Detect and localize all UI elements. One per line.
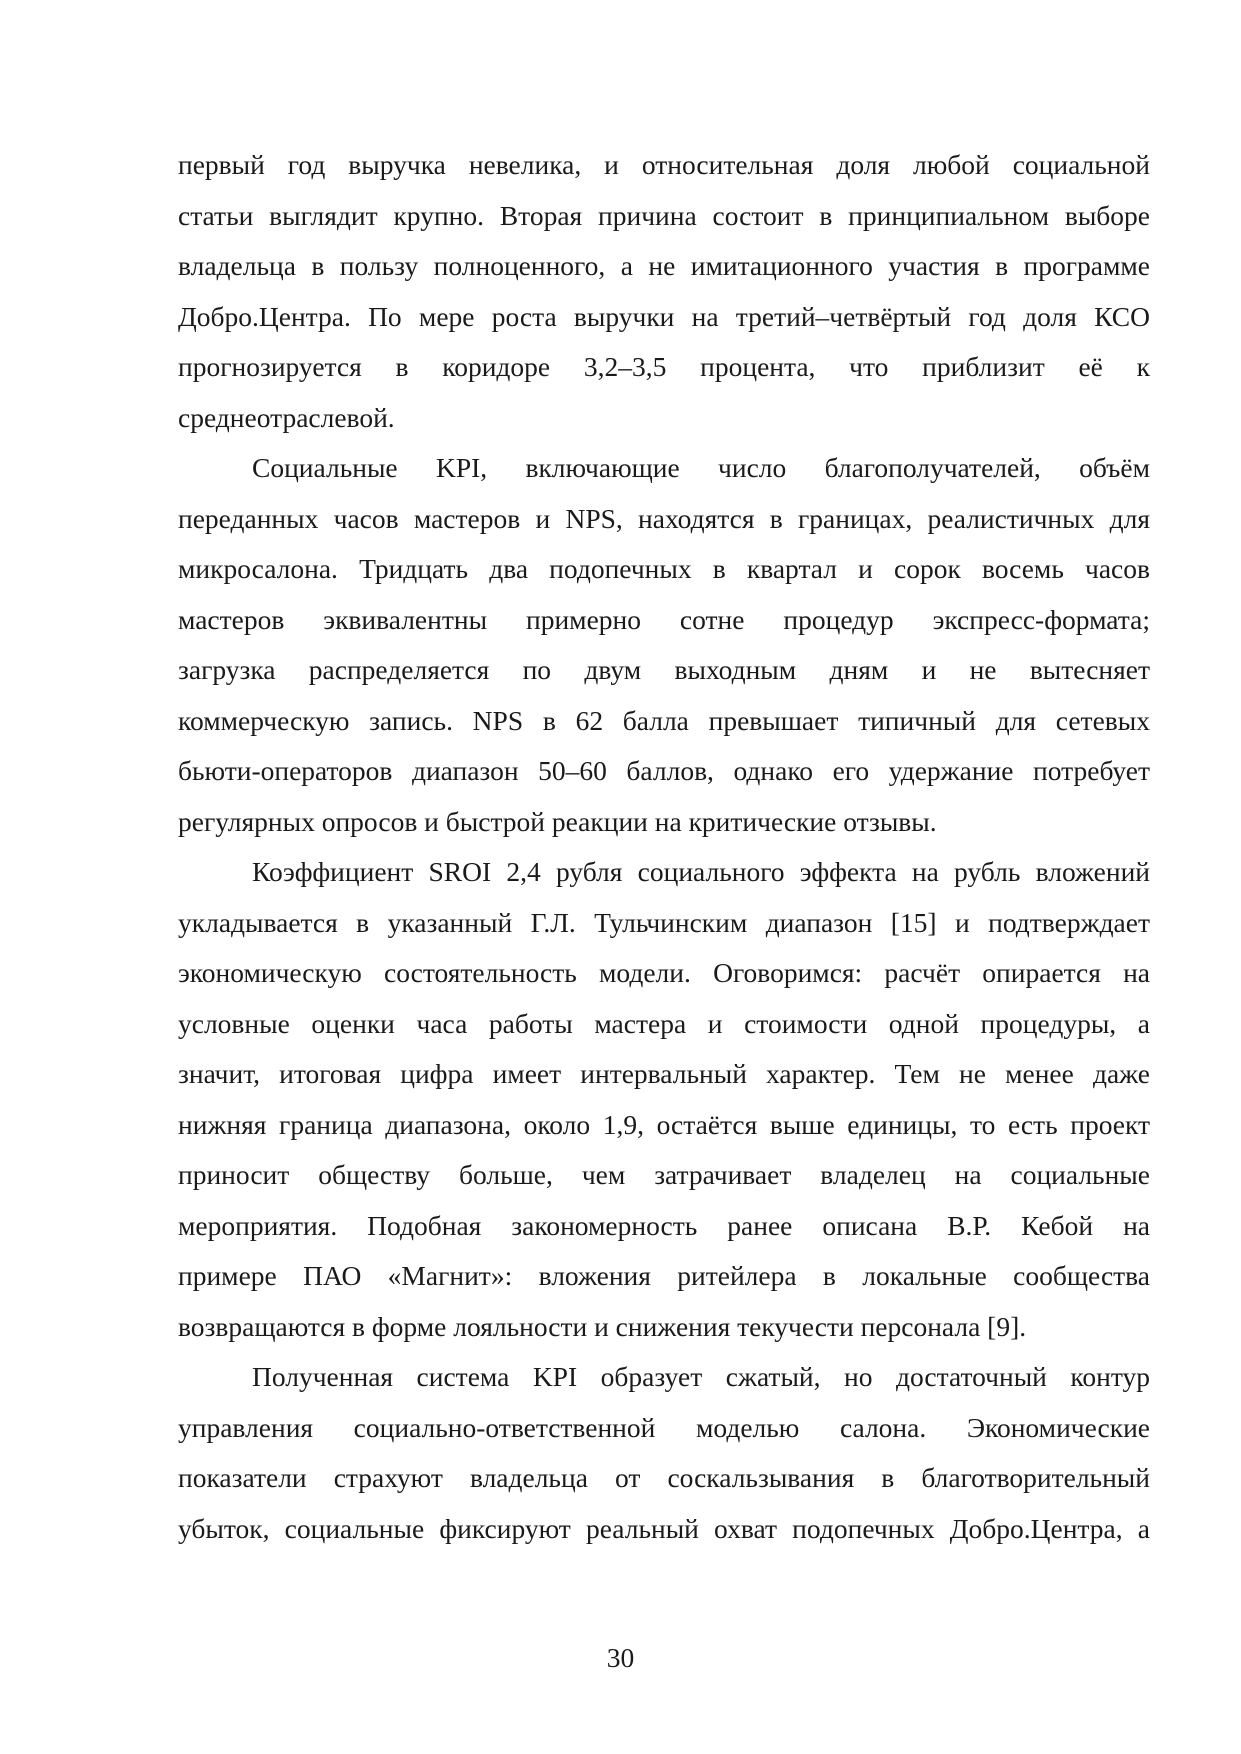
paragraph-line: условные оценки часа работы мастера и стоимости одной процедуры, а	[178, 1007, 1150, 1039]
paragraph-line: микросалона. Тридцать два подопечных в квартал и сорок восемь часов	[178, 553, 1150, 584]
paragraph-line: загрузка распределяется по двум выходным дням и не вытесняет	[178, 654, 1150, 685]
paragraph-line: владельца в пользу полноценного, а не имитационного участия в программе	[178, 250, 1150, 281]
paragraph-line: мастеров эквивалентны примерно сотне процедур экспресс-формата;	[178, 603, 1150, 635]
paragraph-line: Добро.Центра. По мере роста выручки на третий–четвёртый год доля КСО	[178, 300, 1150, 332]
paragraph-line: мероприятия. Подобная закономерность ранее описана В.Р. Кебой на	[178, 1209, 1150, 1241]
paragraph-line: значит, итоговая цифра имеет интервальный характер. Тем не менее даже	[178, 1058, 1150, 1089]
paragraph-line: показатели страхуют владельца от соскальзывания в благотворительный	[178, 1462, 1150, 1493]
paragraph	[178, 847, 1150, 1352]
paragraph-line: нижняя граница диапазона, около 1,9, остаётся выше единицы, то есть проект	[178, 1108, 1150, 1140]
paragraph-line: экономическую состоятельность модели. Оговоримся: расчёт опирается на	[178, 957, 1150, 988]
paragraph-line: регулярных опросов и быстрой реакции на критические отзывы.	[178, 805, 937, 837]
paragraph-line: прогнозируется в коридоре 3,2–3,5 процента, что приблизит её к	[178, 351, 1150, 382]
body-text	[178, 140, 1150, 1554]
paragraph-line: Полученная система KPI образует сжатый, но достаточный контур	[252, 1361, 1150, 1392]
paragraph-line: Коэффициент SROI 2,4 рубля социального эффекта на рубль вложений	[252, 856, 1150, 887]
paragraph-line: возвращаются в форме лояльности и снижения текучести персонала [9].	[178, 1310, 1027, 1342]
paragraph-line: укладывается в указанный Г.Л. Тульчинским диапазон [15] и подтверждает	[178, 906, 1150, 938]
page-number: 30	[606, 1642, 635, 1673]
paragraph	[178, 140, 1150, 443]
paragraph-line: приносит обществу больше, чем затрачивает владелец на социальные	[178, 1159, 1150, 1190]
paragraph	[178, 443, 1150, 847]
paragraph-line: статьи выглядит крупно. Вторая причина состоит в принципиальном выборе	[178, 199, 1150, 231]
paragraph-line: управления социально-ответственной моделью салона. Экономические	[178, 1411, 1150, 1443]
paragraph-line: Социальные KPI, включающие число благополучателей, объём	[252, 452, 1150, 483]
paragraph-line: переданных часов мастеров и NPS, находятся в границах, реалистичных для	[178, 502, 1150, 534]
paragraph-line: убыток, социальные фиксируют реальный охват подопечных Добро.Центра, а	[178, 1512, 1150, 1544]
paragraph-line: бьюти-операторов диапазон 50–60 баллов, однако его удержание потребует	[178, 755, 1150, 786]
paragraph-line: примере ПАО «Магнит»: вложения ритейлера в локальные сообщества	[178, 1260, 1150, 1291]
paragraph-line: среднеотраслевой.	[178, 401, 395, 433]
paragraph	[178, 1352, 1150, 1554]
paragraph-line: первый год выручка невелика, и относительная доля любой социальной	[178, 149, 1150, 180]
paragraph-line: коммерческую запись. NPS в 62 балла превышает типичный для сетевых	[178, 704, 1150, 736]
